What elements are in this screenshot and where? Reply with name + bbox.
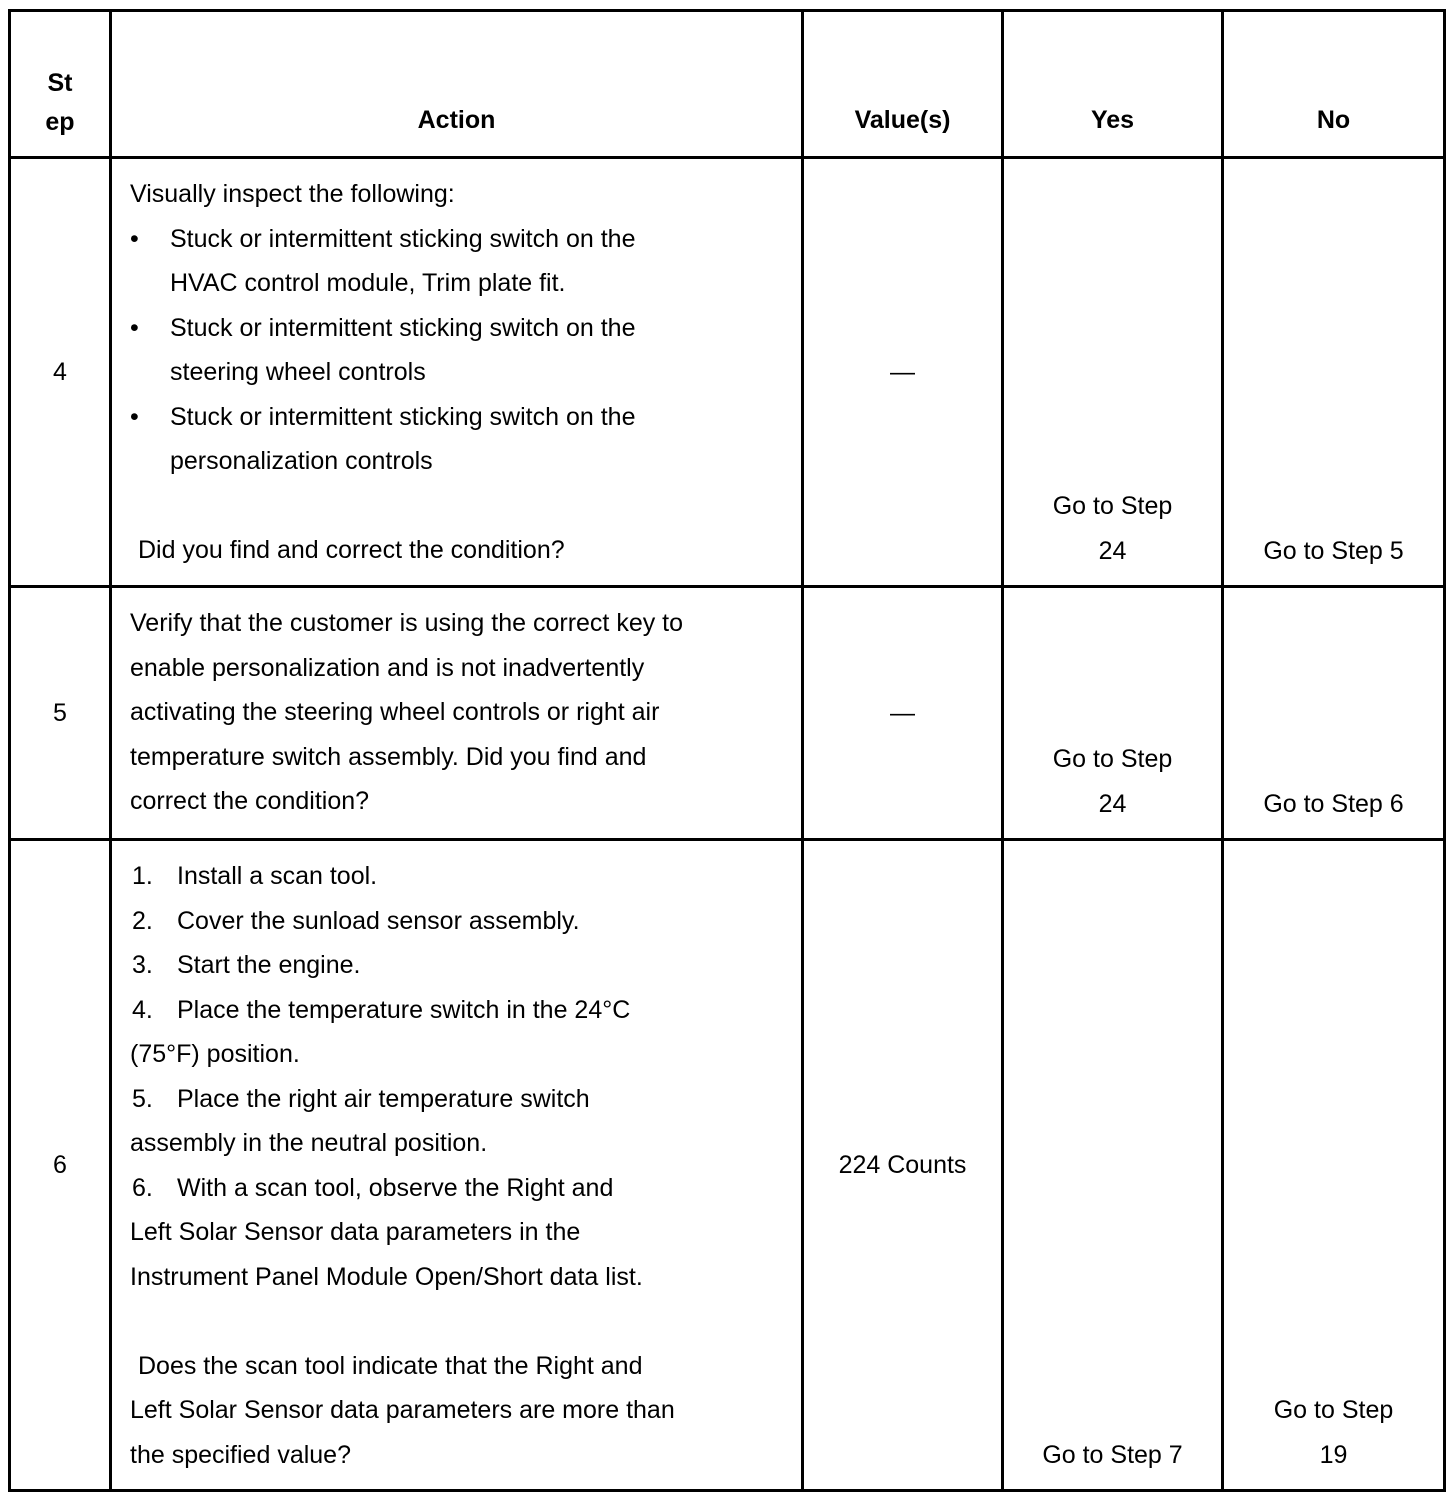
numbered-item: [130, 854, 783, 899]
action-cell: [111, 587, 803, 840]
item-number: 5.: [132, 1084, 153, 1113]
item-text-line1: With a scan tool, observe the Right and: [177, 1173, 614, 1202]
action-text-line: enable personalization and is not inadvertently: [130, 653, 645, 682]
step-number: 4: [10, 158, 111, 587]
step-number: 6: [10, 840, 111, 1491]
bullet-text-line1: Stuck or intermittent sticking switch on the: [170, 313, 636, 342]
table-row: [10, 840, 1445, 1491]
table-row: [10, 158, 1445, 587]
action-intro: Visually inspect the following:: [130, 180, 455, 208]
item-text-line2: (75°F) position.: [130, 1040, 300, 1068]
numbered-item: [130, 1166, 783, 1300]
value-cell: —: [803, 587, 1003, 840]
header-step: [10, 11, 111, 158]
bullet-marker: •: [130, 402, 139, 431]
bullet-text-line1: Stuck or intermittent sticking switch on the: [170, 224, 636, 253]
header-action: Action: [111, 11, 803, 158]
item-number: 3.: [132, 951, 153, 979]
item-number: 1.: [132, 862, 153, 890]
numbered-item: [130, 943, 783, 988]
item-text-line1: Install a scan tool.: [177, 862, 378, 890]
item-number: 2.: [132, 906, 153, 935]
action-text-line: Verify that the customer is using the correct key to: [130, 609, 684, 637]
action-cell: [111, 158, 803, 587]
bullet-text-line2: HVAC control module, Trim plate fit.: [170, 269, 566, 297]
yes-text-line1: Go to Step: [1052, 492, 1173, 520]
step-number: 5: [10, 587, 111, 840]
action-question-line: Left Solar Sensor data parameters are more than: [130, 1396, 675, 1424]
header-values: Value(s): [803, 11, 1003, 158]
value-cell: —: [803, 158, 1003, 587]
bullet-item: [130, 395, 783, 484]
action-question-line: the specified value?: [130, 1440, 351, 1469]
action-text-line: temperature switch assembly. Did you find and: [130, 742, 647, 771]
action-text-line: activating the steering wheel controls or right air: [130, 698, 660, 726]
bullet-text-line1: Stuck or intermittent sticking switch on the: [170, 402, 636, 431]
bullet-text-line2: personalization controls: [170, 447, 433, 475]
no-cell: Go to Step 6: [1223, 587, 1445, 840]
header-step-line2: ep: [45, 108, 75, 136]
header-yes: Yes: [1003, 11, 1223, 158]
no-cell: [1223, 840, 1445, 1491]
yes-text-line2: 24: [1098, 789, 1127, 818]
numbered-item: [130, 1077, 783, 1166]
no-text-line1: Go to Step: [1273, 1396, 1394, 1424]
spacer: [130, 1299, 783, 1344]
item-text-line2: assembly in the neutral position.: [130, 1129, 488, 1157]
header-row: [10, 11, 1445, 158]
action-text-line: correct the condition?: [130, 787, 370, 815]
bullet-item: [130, 306, 783, 395]
yes-text-line1: Go to Step: [1052, 745, 1173, 773]
bullet-marker: •: [130, 224, 139, 253]
spacer: [130, 484, 783, 529]
action-question: Did you find and correct the condition?: [138, 536, 565, 564]
numbered-item: [130, 988, 783, 1077]
yes-cell: [1003, 587, 1223, 840]
bullet-item: [130, 217, 783, 306]
item-text-line1: Start the engine.: [177, 951, 361, 979]
item-text-line1: Place the temperature switch in the 24°C: [177, 995, 631, 1024]
bullet-text-line2: steering wheel controls: [170, 358, 426, 386]
diagnostic-table: [8, 9, 1446, 1492]
bullet-marker: •: [130, 313, 139, 342]
table-row: [10, 587, 1445, 840]
no-cell: Go to Step 5: [1223, 158, 1445, 587]
yes-cell: Go to Step 7: [1003, 840, 1223, 1491]
item-number: 4.: [132, 995, 153, 1024]
item-text-line2: Left Solar Sensor data parameters in the: [130, 1218, 581, 1246]
item-text-line1: Place the right air temperature switch: [177, 1084, 590, 1113]
item-text-line1: Cover the sunload sensor assembly.: [177, 906, 580, 935]
value-cell: 224 Counts: [803, 840, 1003, 1491]
header-step-line1: St: [47, 69, 73, 97]
numbered-item: [130, 899, 783, 944]
item-text-line3: Instrument Panel Module Open/Short data list.: [130, 1262, 643, 1291]
no-text-line2: 19: [1319, 1440, 1348, 1469]
yes-text-line2: 24: [1098, 536, 1127, 565]
action-question-line: Does the scan tool indicate that the Right and: [138, 1351, 643, 1380]
yes-cell: [1003, 158, 1223, 587]
header-no: No: [1223, 11, 1445, 158]
item-number: 6.: [132, 1173, 153, 1202]
action-cell: [111, 840, 803, 1491]
